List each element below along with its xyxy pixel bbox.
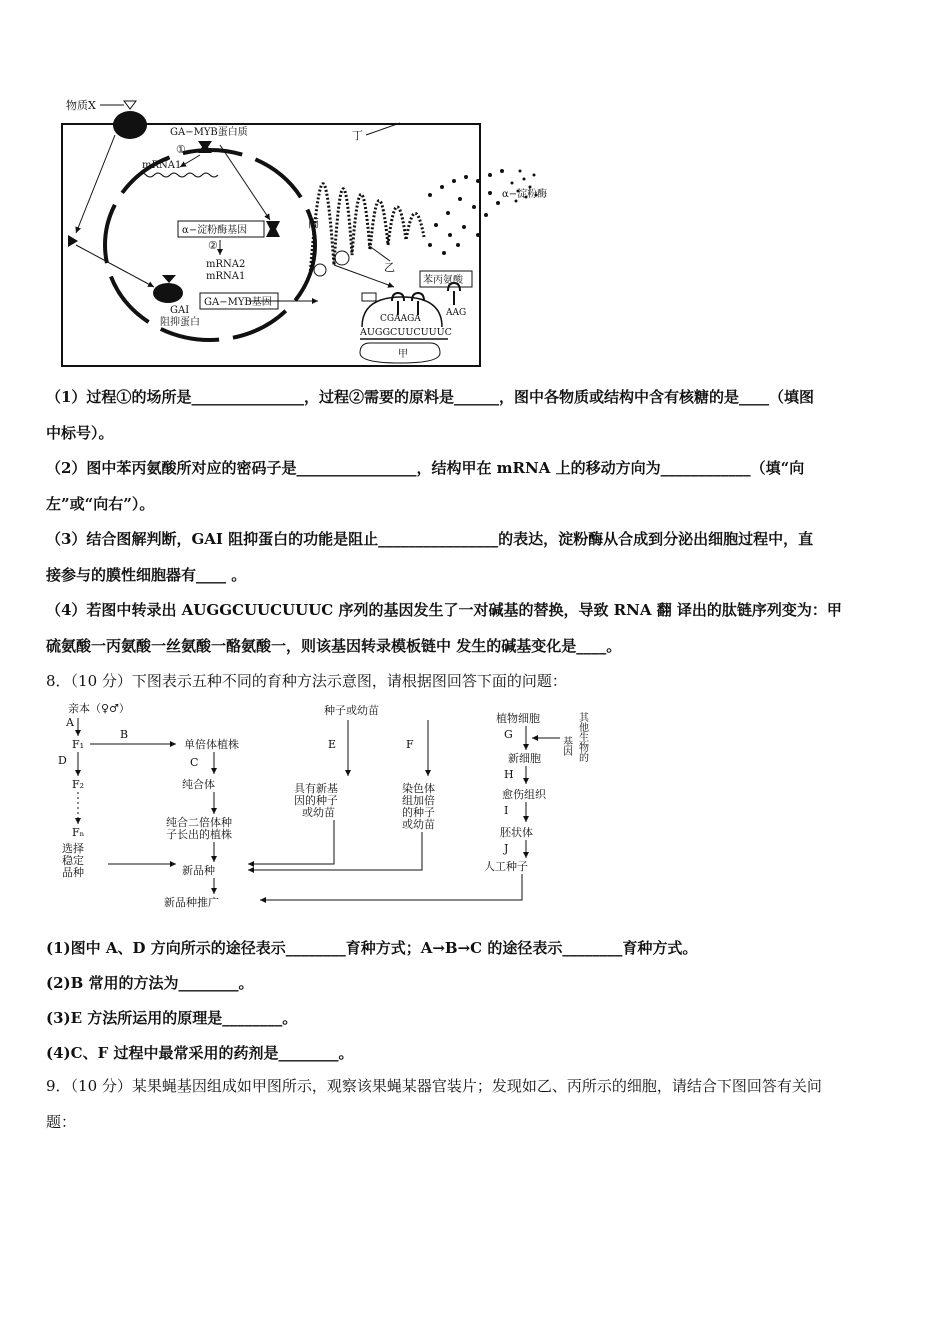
substance-x-triangle	[124, 101, 136, 109]
q9-line-1: 9．（10 分）某果蝇基因组成如甲图所示，观察该果蝇某器官装片；发现如乙、丙所示的细胞，请结合下图回答有关问	[46, 1077, 822, 1095]
q7-line-5: （3）结合图解判断，GAI 阻抑蛋白的功能是阻止________________的表达，淀粉酶从合成到分泌出细胞过程中，直	[46, 530, 814, 548]
cgaaga-label: CGAAGA	[380, 314, 421, 324]
f-label: F	[406, 738, 414, 751]
gai-protein-label: 阻抑蛋白	[160, 317, 200, 328]
bing-label: 丙	[308, 217, 319, 230]
chromo-label-2: 组加倍	[402, 794, 435, 807]
process-1-label: ①	[176, 143, 186, 156]
q8-line-3: (3)E 方法所运用的原理是________。	[46, 1009, 298, 1027]
q7-line-3: （2）图中苯丙氨酸所对应的密码子是________________，结构甲在 mRNA 上的移动方向为____________（填“向	[46, 459, 805, 477]
pure-label: 纯合体	[182, 778, 215, 791]
promote-label: 新品种推广	[164, 896, 219, 909]
embryoid-label: 胚状体	[500, 826, 533, 839]
gai-triangle	[162, 275, 176, 283]
f2-label: F₂	[72, 778, 85, 791]
amino-acid-box	[362, 293, 376, 301]
e-label: E	[328, 738, 337, 751]
artificial-seed-label: 人工种子	[484, 860, 528, 873]
ga-myb-protein-label: GA−MYB蛋白质	[170, 127, 248, 138]
q9-line-2: 题：	[46, 1113, 77, 1131]
mrna1-b-label: mRNA1	[206, 271, 246, 282]
ga-myb-protein-shape	[198, 141, 212, 153]
a-label: A	[66, 716, 74, 729]
other-label: 其他生物的	[576, 712, 588, 762]
breeding-methods-figure	[52, 700, 612, 915]
f1-label: F₁	[72, 738, 85, 751]
haploid-label: 单倍体植株	[184, 738, 239, 751]
amylase-label: α−淀粉酶	[502, 189, 548, 200]
select-label-3: 品种	[62, 866, 84, 879]
h-label: H	[504, 768, 514, 781]
yi-label: 乙	[384, 261, 395, 274]
g-label: G	[504, 728, 513, 741]
parent-label: 亲本（♀♂）	[68, 702, 130, 715]
fn-label: Fₙ	[72, 826, 85, 839]
endoplasmic-reticulum	[310, 184, 424, 275]
newgene-label-2: 因的种子	[294, 794, 338, 807]
diploid-label-1: 纯合二倍体种	[166, 816, 232, 829]
ga-myb-gene-label: GA−MYB基因	[204, 297, 272, 308]
chromo-label-1: 染色体	[402, 782, 435, 795]
plant-cell-label: 植物细胞	[496, 712, 540, 725]
j-label: J	[504, 842, 509, 855]
callus-label: 愈伤组织	[502, 788, 546, 801]
q8-line-1: (1)图中 A、D 方向所示的途径表示________育种方式；A→B→C 的途径表示________育种方式。	[46, 939, 698, 957]
gai-label: GAI	[170, 305, 190, 316]
q8-line-4: (4)C、F 过程中最常采用的药剂是________。	[46, 1044, 354, 1062]
ding-label: 丁	[352, 129, 363, 142]
i-label: I	[504, 804, 509, 817]
mrna1-strand	[138, 173, 218, 177]
aag-label: AAG	[446, 308, 467, 318]
chromo-label-3: 的种子	[402, 806, 435, 819]
q7-line-7: （4）若图中转录出 AUGGCUUCUUUC 序列的基因发生了一对碱基的替换，导致 RNA 翻 译出的肽链序列变为：甲	[46, 601, 842, 619]
q7-line-8: 硫氨酸一丙氨酸一丝氨酸一酪氨酸一，则该基因转录模板链中 发生的碱基变化是____。	[46, 637, 622, 655]
q7-line-4: 左”或“向右”）。	[46, 495, 155, 513]
mrna2-label: mRNA2	[206, 259, 246, 270]
ga-myb-bound	[266, 221, 280, 237]
newgene-label-1: 具有新基	[294, 782, 338, 795]
alpha-gene-label: α−淀粉酶基因	[182, 225, 248, 236]
jia-label: 甲	[398, 349, 408, 360]
c-label: C	[190, 756, 199, 769]
secretory-dots	[428, 169, 538, 255]
select-label-2: 稳定	[62, 854, 84, 867]
q7-line-1: （1）过程①的场所是_______________，过程②需要的原料是______，图中各物质或结构中含有核糖的是____（填图	[46, 388, 814, 406]
new-variety-label: 新品种	[182, 864, 215, 877]
phe-label: 苯丙氨酸	[423, 275, 463, 286]
gai-repressor	[153, 283, 183, 303]
diploid-label-2: 子长出的植株	[166, 828, 232, 841]
gene-label: 基因	[560, 736, 572, 756]
mrna-sequence: AUGGCUUCUUUC	[360, 327, 452, 338]
gene-expression-figure	[50, 95, 560, 375]
b-label: B	[120, 728, 129, 741]
d-label: D	[58, 754, 67, 767]
new-cell-label: 新细胞	[508, 752, 541, 765]
trna-2	[412, 293, 424, 315]
substance-x-label: 物质X	[66, 99, 96, 112]
mrna1-label: mRNA1	[142, 160, 182, 171]
q8-title: 8．（10 分）下图表示五种不同的育种方法示意图，请根据图回答下面的问题：	[46, 672, 567, 690]
select-label-1: 选择	[62, 842, 84, 855]
q7-line-6: 接参与的膜性细胞器有____ 。	[46, 566, 247, 584]
vesicle	[335, 251, 349, 265]
chromo-label-4: 或幼苗	[402, 818, 435, 831]
q8-line-2: (2)B 常用的方法为________。	[46, 974, 254, 992]
newgene-label-3: 或幼苗	[302, 806, 335, 819]
receptor	[113, 111, 147, 139]
seed-label: 种子或幼苗	[324, 704, 379, 717]
process-2-label: ②	[208, 239, 218, 252]
q7-line-2: 中标号）。	[46, 424, 114, 442]
